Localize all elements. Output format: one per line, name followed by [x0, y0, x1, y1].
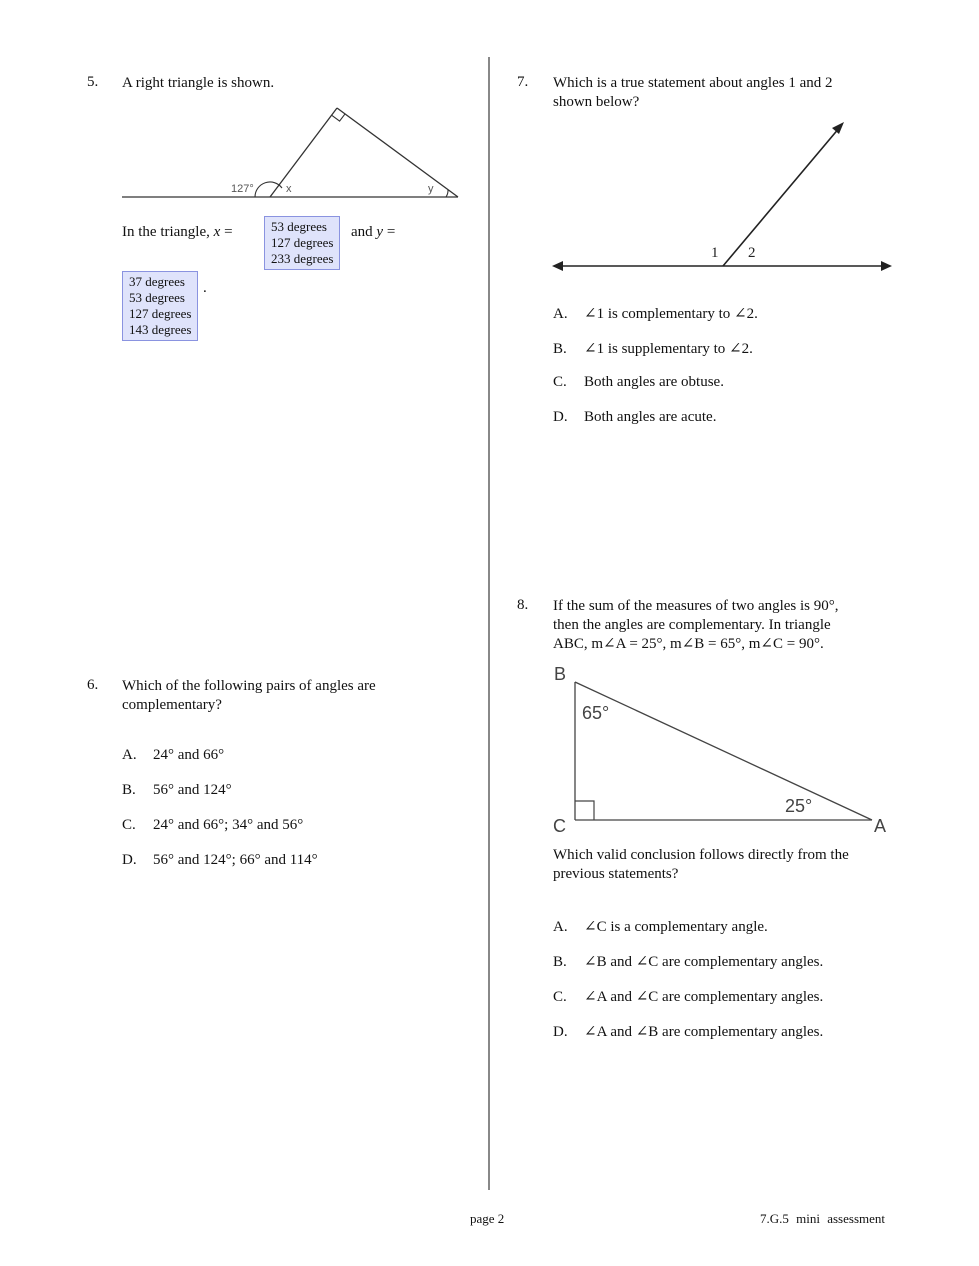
option-text: 56° and 124°; 66° and 114°: [153, 852, 318, 868]
option-text: ∠A and ∠C are complementary angles.: [584, 989, 824, 1005]
q5-angle-arc-127: [255, 182, 282, 197]
q8-triangle-abc-figure: [548, 660, 893, 840]
q7-prompt-line1: Which is a true statement about angles 1 and 2: [553, 75, 833, 91]
q7-option-d[interactable]: [553, 409, 716, 426]
q6-prompt-line2: complementary?: [122, 697, 222, 713]
option-letter: C.: [553, 374, 567, 390]
option-letter: B.: [553, 341, 567, 357]
q8-side-ba: [575, 682, 872, 820]
q6-prompt-line1: Which of the following pairs of angles are: [122, 678, 376, 694]
q5-dropdown-y[interactable]: [122, 271, 198, 341]
q5-equals-x: =: [224, 224, 233, 240]
q8-option-d[interactable]: [553, 1022, 823, 1041]
dropdown-option[interactable]: 53 degrees: [129, 290, 185, 305]
option-text: ∠A and ∠B are complementary angles.: [584, 1024, 824, 1040]
q7-label-2: 2: [748, 245, 756, 261]
q8-angle-b-label: 65°: [582, 703, 610, 723]
dropdown-option[interactable]: 127 degrees: [129, 306, 192, 321]
q7-ray: [723, 127, 840, 266]
q7-label-1: 1: [711, 245, 719, 261]
q5-right-triangle-figure: [118, 100, 463, 205]
q5-number: 5.: [87, 74, 99, 90]
q6-option-a[interactable]: [122, 747, 224, 764]
assessment-label: 7.G.5 mini assessment: [760, 1211, 885, 1226]
q5-angle-arc-y: [446, 190, 448, 197]
option-text: ∠C is a complementary angle.: [584, 919, 768, 935]
option-letter: D.: [122, 852, 137, 868]
dropdown-option[interactable]: 53 degrees: [271, 219, 327, 234]
option-letter: A.: [553, 919, 568, 935]
q5-sentence-text: In the triangle,: [122, 224, 210, 240]
q7-number: 7.: [517, 74, 529, 90]
q6-option-d[interactable]: [122, 852, 318, 869]
q8-prompt-line3: ABC, m∠A = 25°, m∠B = 65°, m∠C = 90°.: [553, 636, 824, 652]
q8-option-b[interactable]: [553, 952, 823, 971]
q8-option-a[interactable]: [553, 917, 768, 936]
q5-left-side: [270, 108, 337, 197]
q5-var-x: x: [213, 224, 221, 240]
q5-label-y: y: [428, 183, 434, 195]
q7-option-a[interactable]: [553, 304, 758, 323]
dropdown-option[interactable]: 127 degrees: [271, 235, 334, 250]
q8-option-c[interactable]: [553, 987, 823, 1006]
q5-right-angle-mark: [332, 114, 345, 121]
q6-number: 6.: [87, 677, 99, 693]
dropdown-option[interactable]: 233 degrees: [271, 251, 334, 266]
option-text: Both angles are acute.: [584, 409, 717, 425]
q8-label-b: B: [554, 664, 567, 684]
option-text: Both angles are obtuse.: [584, 374, 724, 390]
q8-label-c: C: [553, 816, 566, 836]
q5-sentence-start: [122, 223, 233, 242]
option-letter: B.: [553, 954, 567, 970]
q5-equals-y: =: [386, 224, 396, 240]
q7-right-arrow: [881, 261, 892, 271]
q5-period: .: [203, 280, 207, 296]
q8-label-a: A: [874, 816, 887, 836]
q5-and: and: [351, 224, 373, 240]
option-letter: B.: [122, 782, 136, 798]
q8-followup-line2: previous statements?: [553, 866, 679, 882]
option-letter: A.: [122, 747, 137, 763]
option-letter: D.: [553, 409, 568, 425]
q8-followup-line1: Which valid conclusion follows directly from the: [553, 847, 849, 863]
q7-prompt: [553, 74, 888, 112]
option-letter: C.: [122, 817, 136, 833]
q8-prompt: [553, 597, 893, 654]
option-text: 56° and 124°: [153, 782, 232, 798]
column-divider: [488, 57, 490, 1190]
option-text: ∠1 is complementary to ∠2.: [584, 306, 758, 322]
q6-option-b[interactable]: [122, 782, 232, 799]
q8-right-angle-mark: [575, 801, 594, 820]
q8-followup: [553, 846, 893, 884]
q7-angles-figure: [548, 115, 898, 277]
q6-option-c[interactable]: [122, 817, 303, 834]
option-text: ∠B and ∠C are complementary angles.: [584, 954, 824, 970]
option-letter: A.: [553, 306, 568, 322]
q5-label-x: x: [286, 183, 292, 195]
q7-option-c[interactable]: [553, 374, 724, 391]
q7-prompt-line2: shown below?: [553, 94, 640, 110]
option-letter: C.: [553, 989, 567, 1005]
q8-number: 8.: [517, 597, 529, 613]
q5-prompt: A right triangle is shown.: [122, 75, 275, 91]
q5-right-side: [337, 108, 458, 197]
option-text: 24° and 66°: [153, 747, 225, 763]
q8-prompt-line1: If the sum of the measures of two angles is 90°,: [553, 598, 839, 614]
page-number: page 2: [470, 1211, 505, 1226]
option-text: 24° and 66°; 34° and 56°: [153, 817, 304, 833]
q5-sentence-and: [351, 223, 395, 242]
q5-label-127: 127°: [231, 183, 254, 195]
q8-angle-a-label: 25°: [785, 796, 813, 816]
option-letter: D.: [553, 1024, 568, 1040]
q8-prompt-line2: then the angles are complementary. In triangle: [553, 617, 831, 633]
q5-var-y: y: [376, 224, 384, 240]
q5-dropdown-x[interactable]: [264, 216, 340, 270]
q7-left-arrow: [552, 261, 563, 271]
q7-option-b[interactable]: [553, 339, 753, 358]
option-text: ∠1 is supplementary to ∠2.: [584, 341, 753, 357]
dropdown-option[interactable]: 37 degrees: [129, 274, 185, 289]
q6-prompt: [122, 677, 422, 715]
q7-ray-arrow: [832, 122, 844, 134]
dropdown-option[interactable]: 143 degrees: [129, 322, 192, 337]
